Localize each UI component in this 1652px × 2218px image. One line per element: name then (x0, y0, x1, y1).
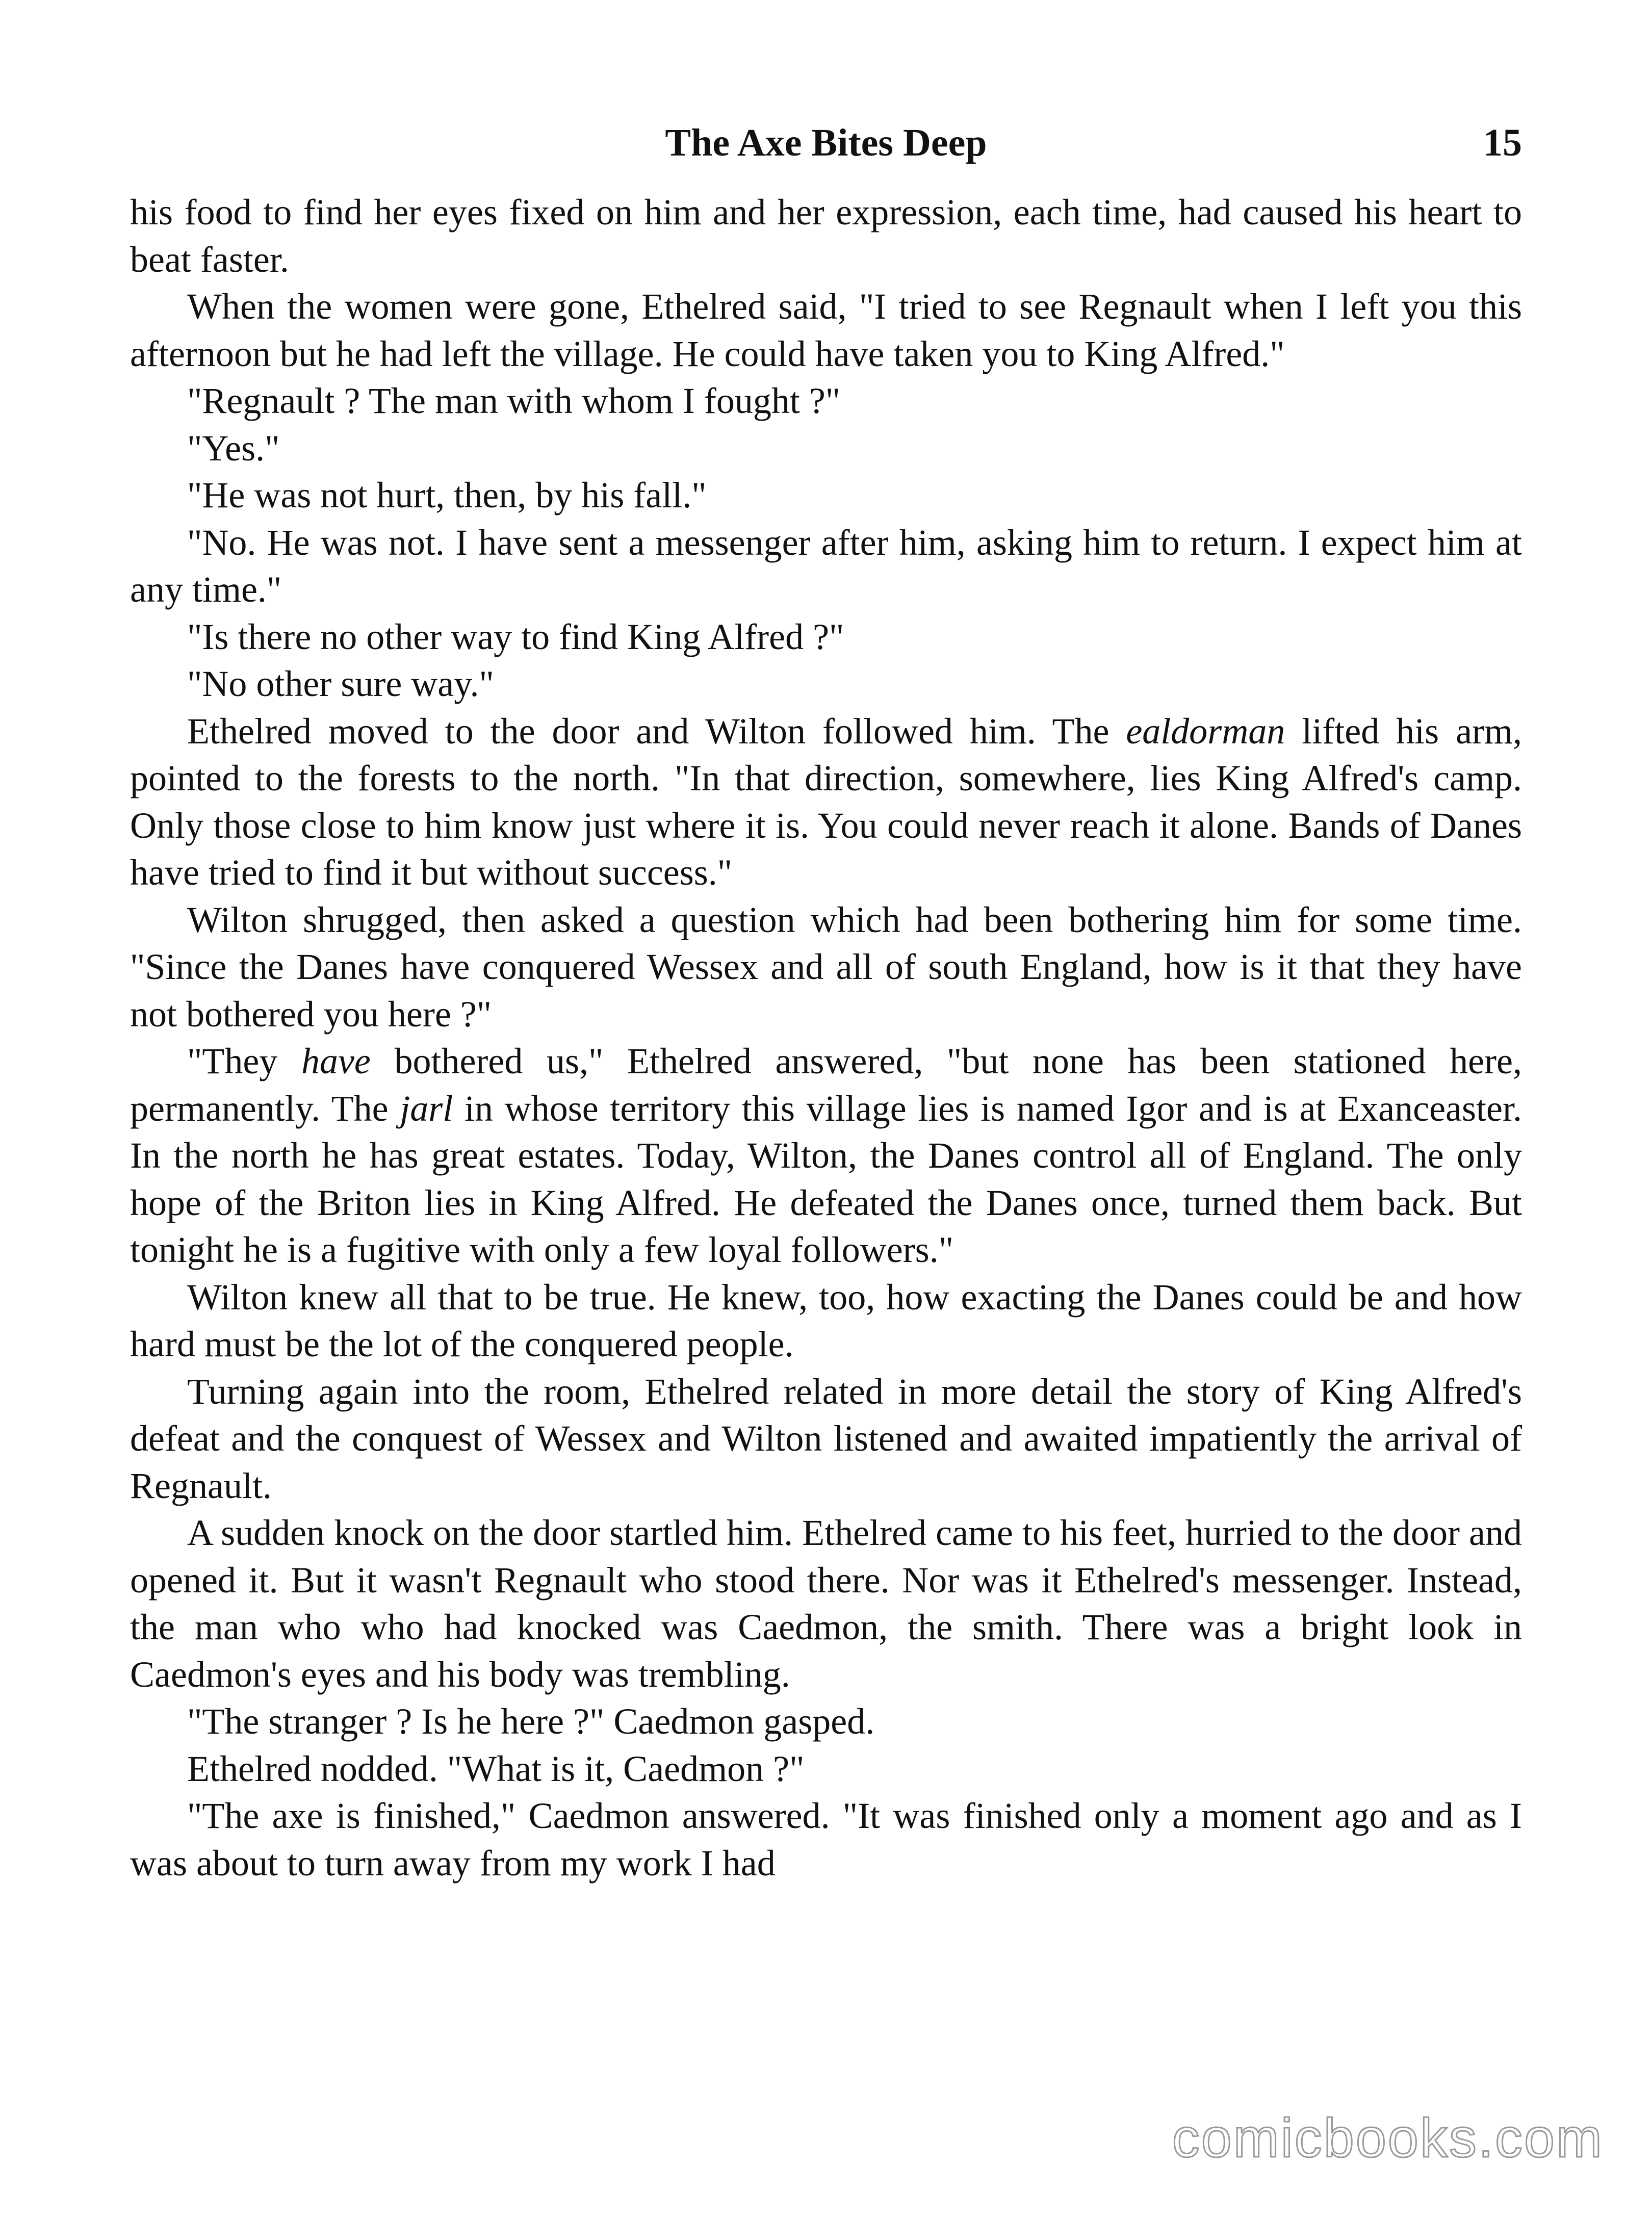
page-header (130, 117, 1522, 189)
page-number: 15 (1483, 121, 1522, 164)
paragraph-11: "They have bothered us," Ethelred answered, "but none has been stationed here, permanently. The jarl in whose territory this village lies is named Igor and is at Exanceaster. In the north he has great estates. Today, Wilton, the Danes control all of England. The only hope of the Briton lies in King Alfred. He defeated the Danes once, turned them back. But tonight he is a fugitive with only a few loyal followers." (130, 1041, 1522, 1270)
paragraph-7: "Is there no other way to find King Alfred ?" (187, 616, 844, 657)
paragraph-2: When the women were gone, Ethelred said, "I tried to see Regnault when I left you this afternoon but he had left the village. He could have taken you to King Alfred." (130, 286, 1522, 374)
paragraph-17: "The axe is finished," Caedmon answered. "It was finished only a moment ago and as I was about to turn away from my work I had (130, 1795, 1522, 1884)
paragraph-16: Ethelred nodded. "What is it, Caedmon ?" (187, 1748, 805, 1789)
paragraph-5: "He was not hurt, then, by his fall." (187, 475, 707, 515)
body-text (130, 189, 1522, 1887)
paragraph-1: his food to find her eyes fixed on him and her expression, each time, had caused his heart to beat faster. (130, 192, 1522, 280)
book-page (130, 117, 1522, 1887)
paragraph-4: "Yes." (187, 427, 280, 469)
paragraph-13: Turning again into the room, Ethelred related in more detail the story of King Alfred's defeat and the conquest of Wessex and Wilton listened and awaited impatiently the arrival of Regnault. (130, 1371, 1522, 1506)
running-title: The Axe Bites Deep (665, 121, 987, 164)
paragraph-10: Wilton shrugged, then asked a question which had been bothering him for some time. "Since the Danes have conquered Wessex and all of south England, how is it that they have not bothered you here ?" (130, 899, 1522, 1035)
paragraph-12: Wilton knew all that to be true. He knew, too, how exacting the Danes could be and how hard must be the lot of the conquered people. (130, 1276, 1522, 1364)
paragraph-9: Ethelred moved to the door and Wilton followed him. The ealdorman lifted his arm, pointed to the forests to the north. "In that direction, somewhere, lies King Alfred's camp. Only those close to him know just where it is. You could never reach it alone. Bands of Danes have tried to find it but without success." (130, 710, 1522, 893)
watermark: comicbooks.com (1172, 2107, 1604, 2169)
paragraph-6: "No. He was not. I have sent a messenger after him, asking him to return. I expect him at any time." (130, 522, 1522, 610)
paragraph-3: "Regnault ? The man with whom I fought ?" (187, 380, 841, 421)
paragraph-8: "No other sure way." (187, 663, 494, 704)
paragraph-15: "The stranger ? Is he here ?" Caedmon gasped. (187, 1701, 875, 1742)
paragraph-14: A sudden knock on the door startled him. Ethelred came to his feet, hurried to the door and opened it. But it wasn't Regnault who stood there. Nor was it Ethelred's messenger. Instead, the man who who had knocked was Caedmon, the smith. There was a bright look in Caedmon's eyes and his body was trembling. (130, 1512, 1522, 1695)
